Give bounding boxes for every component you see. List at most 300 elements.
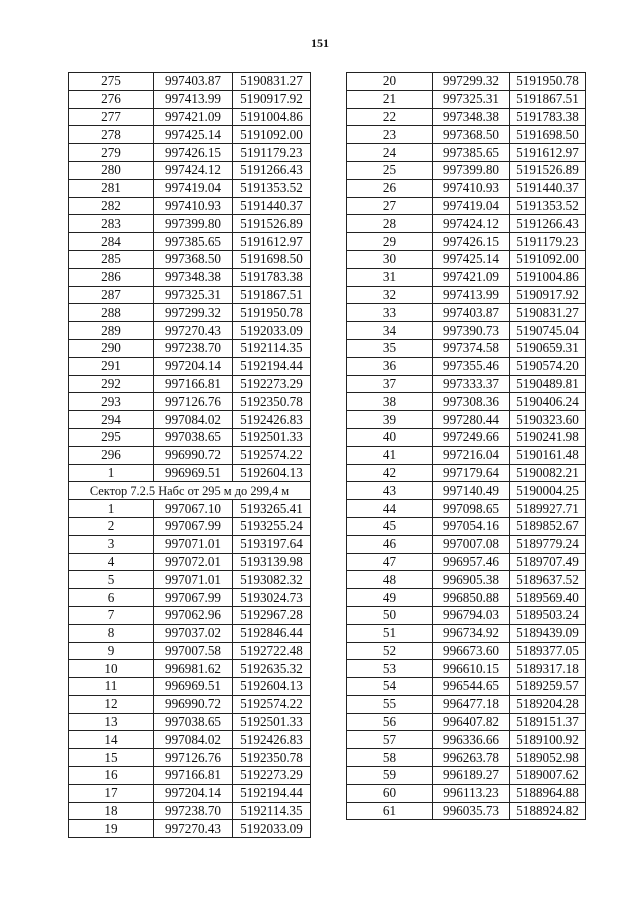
table-row — [347, 215, 586, 233]
x-coordinate-cell: 996981.62 — [154, 660, 233, 678]
x-coordinate-cell: 996336.66 — [433, 731, 510, 749]
table-row — [69, 642, 311, 660]
y-coordinate-cell: 5191179.23 — [510, 233, 586, 251]
x-coordinate-cell: 996610.15 — [433, 660, 510, 678]
point-number-cell: 43 — [347, 482, 433, 500]
y-coordinate-cell: 5192574.22 — [233, 695, 311, 713]
x-coordinate-cell: 997238.70 — [154, 802, 233, 820]
y-coordinate-cell: 5192574.22 — [233, 446, 311, 464]
table-row — [69, 500, 311, 518]
x-coordinate-cell: 996905.38 — [433, 571, 510, 589]
point-number-cell: 286 — [69, 268, 154, 286]
y-coordinate-cell: 5191783.38 — [233, 268, 311, 286]
table-row — [347, 233, 586, 251]
y-coordinate-cell: 5193197.64 — [233, 535, 311, 553]
table-row — [347, 108, 586, 126]
point-number-cell: 49 — [347, 589, 433, 607]
coordinates-table-right-body — [347, 73, 586, 820]
x-coordinate-cell: 997238.70 — [154, 339, 233, 357]
point-number-cell: 59 — [347, 767, 433, 785]
x-coordinate-cell: 997062.96 — [154, 606, 233, 624]
point-number-cell: 1 — [69, 464, 154, 482]
table-row — [347, 553, 586, 571]
table-row — [69, 144, 311, 162]
point-number-cell: 5 — [69, 571, 154, 589]
table-row — [69, 464, 311, 482]
point-number-cell: 53 — [347, 660, 433, 678]
y-coordinate-cell: 5191526.89 — [233, 215, 311, 233]
point-number-cell: 275 — [69, 73, 154, 91]
table-row — [69, 304, 311, 322]
table-row — [347, 660, 586, 678]
x-coordinate-cell: 996035.73 — [433, 802, 510, 820]
y-coordinate-cell: 5190323.60 — [510, 411, 586, 429]
point-number-cell: 1 — [69, 500, 154, 518]
point-number-cell: 60 — [347, 784, 433, 802]
point-number-cell: 55 — [347, 695, 433, 713]
table-row — [347, 802, 586, 820]
y-coordinate-cell: 5191867.51 — [233, 286, 311, 304]
point-number-cell: 9 — [69, 642, 154, 660]
y-coordinate-cell: 5191266.43 — [510, 215, 586, 233]
x-coordinate-cell: 997419.04 — [154, 179, 233, 197]
point-number-cell: 50 — [347, 606, 433, 624]
y-coordinate-cell: 5189852.67 — [510, 517, 586, 535]
y-coordinate-cell: 5191526.89 — [510, 161, 586, 179]
y-coordinate-cell: 5192501.33 — [233, 713, 311, 731]
point-number-cell: 25 — [347, 161, 433, 179]
coordinates-table-right — [346, 72, 586, 820]
y-coordinate-cell: 5191266.43 — [233, 161, 311, 179]
y-coordinate-cell: 5191092.00 — [233, 126, 311, 144]
y-coordinate-cell: 5188924.82 — [510, 802, 586, 820]
y-coordinate-cell: 5191440.37 — [510, 179, 586, 197]
y-coordinate-cell: 5190004.25 — [510, 482, 586, 500]
table-row — [69, 90, 311, 108]
y-coordinate-cell: 5189007.62 — [510, 767, 586, 785]
point-number-cell: 46 — [347, 535, 433, 553]
table-row — [69, 589, 311, 607]
point-number-cell: 278 — [69, 126, 154, 144]
y-coordinate-cell: 5190082.21 — [510, 464, 586, 482]
y-coordinate-cell: 5191092.00 — [510, 250, 586, 268]
x-coordinate-cell: 997067.10 — [154, 500, 233, 518]
x-coordinate-cell: 997426.15 — [433, 233, 510, 251]
table-row — [69, 322, 311, 340]
table-row — [347, 535, 586, 553]
table-row — [69, 250, 311, 268]
x-coordinate-cell: 996113.23 — [433, 784, 510, 802]
y-coordinate-cell: 5192501.33 — [233, 428, 311, 446]
point-number-cell: 20 — [347, 73, 433, 91]
x-coordinate-cell: 997399.80 — [433, 161, 510, 179]
x-coordinate-cell: 997038.65 — [154, 428, 233, 446]
table-row — [69, 767, 311, 785]
table-row — [69, 161, 311, 179]
table-row — [69, 784, 311, 802]
x-coordinate-cell: 997348.38 — [154, 268, 233, 286]
table-row — [69, 553, 311, 571]
point-number-cell: 277 — [69, 108, 154, 126]
table-row — [69, 606, 311, 624]
point-number-cell: 280 — [69, 161, 154, 179]
table-row — [69, 678, 311, 696]
x-coordinate-cell: 997425.14 — [154, 126, 233, 144]
y-coordinate-cell: 5192033.09 — [233, 820, 311, 838]
point-number-cell: 28 — [347, 215, 433, 233]
point-number-cell: 27 — [347, 197, 433, 215]
x-coordinate-cell: 997007.08 — [433, 535, 510, 553]
point-number-cell: 57 — [347, 731, 433, 749]
y-coordinate-cell: 5192273.29 — [233, 767, 311, 785]
x-coordinate-cell: 996990.72 — [154, 695, 233, 713]
point-number-cell: 16 — [69, 767, 154, 785]
x-coordinate-cell: 996794.03 — [433, 606, 510, 624]
table-row — [347, 713, 586, 731]
x-coordinate-cell: 997368.50 — [154, 250, 233, 268]
table-row — [69, 197, 311, 215]
table-row — [69, 535, 311, 553]
y-coordinate-cell: 5192635.32 — [233, 660, 311, 678]
x-coordinate-cell: 997325.31 — [433, 90, 510, 108]
table-row — [347, 749, 586, 767]
y-coordinate-cell: 5192194.44 — [233, 357, 311, 375]
x-coordinate-cell: 997084.02 — [154, 411, 233, 429]
table-row — [347, 446, 586, 464]
x-coordinate-cell: 997084.02 — [154, 731, 233, 749]
y-coordinate-cell: 5189052.98 — [510, 749, 586, 767]
table-row — [347, 339, 586, 357]
y-coordinate-cell: 5190161.48 — [510, 446, 586, 464]
y-coordinate-cell: 5189439.09 — [510, 624, 586, 642]
x-coordinate-cell: 997037.02 — [154, 624, 233, 642]
y-coordinate-cell: 5190917.92 — [510, 286, 586, 304]
y-coordinate-cell: 5193082.32 — [233, 571, 311, 589]
point-number-cell: 40 — [347, 428, 433, 446]
y-coordinate-cell: 5189151.37 — [510, 713, 586, 731]
point-number-cell: 294 — [69, 411, 154, 429]
x-coordinate-cell: 997413.99 — [433, 286, 510, 304]
x-coordinate-cell: 997071.01 — [154, 571, 233, 589]
point-number-cell: 287 — [69, 286, 154, 304]
x-coordinate-cell: 997270.43 — [154, 820, 233, 838]
point-number-cell: 295 — [69, 428, 154, 446]
table-row — [347, 411, 586, 429]
y-coordinate-cell: 5192350.78 — [233, 749, 311, 767]
point-number-cell: 31 — [347, 268, 433, 286]
table-row — [347, 304, 586, 322]
table-row — [69, 820, 311, 838]
table-row — [347, 144, 586, 162]
table-row — [69, 624, 311, 642]
point-number-cell: 2 — [69, 517, 154, 535]
y-coordinate-cell: 5191950.78 — [233, 304, 311, 322]
table-row — [347, 624, 586, 642]
y-coordinate-cell: 5192426.83 — [233, 731, 311, 749]
point-number-cell: 23 — [347, 126, 433, 144]
x-coordinate-cell: 996734.92 — [433, 624, 510, 642]
y-coordinate-cell: 5191353.52 — [510, 197, 586, 215]
coordinates-table-left-body — [69, 73, 311, 838]
point-number-cell: 281 — [69, 179, 154, 197]
table-row — [347, 126, 586, 144]
x-coordinate-cell: 997007.58 — [154, 642, 233, 660]
x-coordinate-cell: 997126.76 — [154, 393, 233, 411]
y-coordinate-cell: 5192604.13 — [233, 678, 311, 696]
y-coordinate-cell: 5190745.04 — [510, 322, 586, 340]
x-coordinate-cell: 997038.65 — [154, 713, 233, 731]
point-number-cell: 293 — [69, 393, 154, 411]
table-row — [347, 571, 586, 589]
table-row — [347, 517, 586, 535]
x-coordinate-cell: 997390.73 — [433, 322, 510, 340]
point-number-cell: 34 — [347, 322, 433, 340]
x-coordinate-cell: 997179.64 — [433, 464, 510, 482]
table-row — [347, 197, 586, 215]
y-coordinate-cell: 5189779.24 — [510, 535, 586, 553]
y-coordinate-cell: 5192604.13 — [233, 464, 311, 482]
point-number-cell: 12 — [69, 695, 154, 713]
table-row — [69, 179, 311, 197]
x-coordinate-cell: 997126.76 — [154, 749, 233, 767]
point-number-cell: 279 — [69, 144, 154, 162]
x-coordinate-cell: 996189.27 — [433, 767, 510, 785]
table-row — [69, 233, 311, 251]
y-coordinate-cell: 5189204.28 — [510, 695, 586, 713]
y-coordinate-cell: 5189317.18 — [510, 660, 586, 678]
point-number-cell: 291 — [69, 357, 154, 375]
y-coordinate-cell: 5191612.97 — [510, 144, 586, 162]
y-coordinate-cell: 5192114.35 — [233, 339, 311, 357]
table-row — [347, 642, 586, 660]
x-coordinate-cell: 997270.43 — [154, 322, 233, 340]
x-coordinate-cell: 997098.65 — [433, 500, 510, 518]
table-row — [347, 250, 586, 268]
y-coordinate-cell: 5189927.71 — [510, 500, 586, 518]
table-row — [69, 268, 311, 286]
point-number-cell: 18 — [69, 802, 154, 820]
y-coordinate-cell: 5189259.57 — [510, 678, 586, 696]
x-coordinate-cell: 997374.58 — [433, 339, 510, 357]
point-number-cell: 296 — [69, 446, 154, 464]
y-coordinate-cell: 5190241.98 — [510, 428, 586, 446]
table-row — [69, 411, 311, 429]
table-row — [69, 126, 311, 144]
point-number-cell: 26 — [347, 179, 433, 197]
x-coordinate-cell: 997424.12 — [154, 161, 233, 179]
point-number-cell: 289 — [69, 322, 154, 340]
y-coordinate-cell: 5192273.29 — [233, 375, 311, 393]
y-coordinate-cell: 5190574.20 — [510, 357, 586, 375]
table-row — [347, 678, 586, 696]
point-number-cell: 288 — [69, 304, 154, 322]
point-number-cell: 8 — [69, 624, 154, 642]
point-number-cell: 30 — [347, 250, 433, 268]
y-coordinate-cell: 5190659.31 — [510, 339, 586, 357]
point-number-cell: 39 — [347, 411, 433, 429]
x-coordinate-cell: 997166.81 — [154, 767, 233, 785]
x-coordinate-cell: 997067.99 — [154, 517, 233, 535]
point-number-cell: 285 — [69, 250, 154, 268]
y-coordinate-cell: 5191004.86 — [510, 268, 586, 286]
page-number: 151 — [311, 36, 329, 50]
x-coordinate-cell: 997410.93 — [433, 179, 510, 197]
y-coordinate-cell: 5192194.44 — [233, 784, 311, 802]
y-coordinate-cell: 5191612.97 — [233, 233, 311, 251]
y-coordinate-cell: 5193024.73 — [233, 589, 311, 607]
point-number-cell: 54 — [347, 678, 433, 696]
x-coordinate-cell: 996990.72 — [154, 446, 233, 464]
x-coordinate-cell: 997204.14 — [154, 357, 233, 375]
x-coordinate-cell: 997054.16 — [433, 517, 510, 535]
table-row — [69, 108, 311, 126]
point-number-cell: 38 — [347, 393, 433, 411]
point-number-cell: 37 — [347, 375, 433, 393]
point-number-cell: 36 — [347, 357, 433, 375]
table-row — [69, 73, 311, 91]
point-number-cell: 276 — [69, 90, 154, 108]
point-number-cell: 11 — [69, 678, 154, 696]
point-number-cell: 3 — [69, 535, 154, 553]
table-row — [69, 446, 311, 464]
table-row — [347, 268, 586, 286]
table-row — [347, 322, 586, 340]
table-row — [347, 784, 586, 802]
table-row — [347, 375, 586, 393]
x-coordinate-cell: 997385.65 — [433, 144, 510, 162]
table-row — [69, 428, 311, 446]
y-coordinate-cell: 5192722.48 — [233, 642, 311, 660]
table-row — [347, 500, 586, 518]
table-row — [347, 482, 586, 500]
point-number-cell: 42 — [347, 464, 433, 482]
table-row — [69, 339, 311, 357]
y-coordinate-cell: 5191353.52 — [233, 179, 311, 197]
y-coordinate-cell: 5193255.24 — [233, 517, 311, 535]
table-row — [69, 731, 311, 749]
x-coordinate-cell: 997166.81 — [154, 375, 233, 393]
x-coordinate-cell: 997348.38 — [433, 108, 510, 126]
y-coordinate-cell: 5192846.44 — [233, 624, 311, 642]
x-coordinate-cell: 997413.99 — [154, 90, 233, 108]
point-number-cell: 6 — [69, 589, 154, 607]
x-coordinate-cell: 997299.32 — [433, 73, 510, 91]
x-coordinate-cell: 997426.15 — [154, 144, 233, 162]
table-row — [347, 589, 586, 607]
point-number-cell: 48 — [347, 571, 433, 589]
point-number-cell: 290 — [69, 339, 154, 357]
coordinates-table-left — [68, 72, 311, 838]
y-coordinate-cell: 5191783.38 — [510, 108, 586, 126]
y-coordinate-cell: 5193139.98 — [233, 553, 311, 571]
y-coordinate-cell: 5189377.05 — [510, 642, 586, 660]
table-row — [347, 90, 586, 108]
x-coordinate-cell: 996477.18 — [433, 695, 510, 713]
x-coordinate-cell: 997249.66 — [433, 428, 510, 446]
table-row — [347, 464, 586, 482]
x-coordinate-cell: 996673.60 — [433, 642, 510, 660]
point-number-cell: 13 — [69, 713, 154, 731]
table-row — [69, 802, 311, 820]
x-coordinate-cell: 997325.31 — [154, 286, 233, 304]
y-coordinate-cell: 5191698.50 — [510, 126, 586, 144]
point-number-cell: 33 — [347, 304, 433, 322]
x-coordinate-cell: 996263.78 — [433, 749, 510, 767]
point-number-cell: 24 — [347, 144, 433, 162]
point-number-cell: 17 — [69, 784, 154, 802]
x-coordinate-cell: 996969.51 — [154, 678, 233, 696]
y-coordinate-cell: 5190406.24 — [510, 393, 586, 411]
x-coordinate-cell: 997333.37 — [433, 375, 510, 393]
table-row — [347, 179, 586, 197]
point-number-cell: 282 — [69, 197, 154, 215]
y-coordinate-cell: 5190831.27 — [510, 304, 586, 322]
point-number-cell: 61 — [347, 802, 433, 820]
y-coordinate-cell: 5189637.52 — [510, 571, 586, 589]
table-row — [69, 660, 311, 678]
point-number-cell: 4 — [69, 553, 154, 571]
x-coordinate-cell: 997424.12 — [433, 215, 510, 233]
point-number-cell: 35 — [347, 339, 433, 357]
x-coordinate-cell: 997140.49 — [433, 482, 510, 500]
x-coordinate-cell: 997280.44 — [433, 411, 510, 429]
x-coordinate-cell: 997299.32 — [154, 304, 233, 322]
x-coordinate-cell: 997355.46 — [433, 357, 510, 375]
x-coordinate-cell: 997071.01 — [154, 535, 233, 553]
table-row — [69, 713, 311, 731]
x-coordinate-cell: 997216.04 — [433, 446, 510, 464]
point-number-cell: 22 — [347, 108, 433, 126]
point-number-cell: 284 — [69, 233, 154, 251]
table-row — [69, 286, 311, 304]
x-coordinate-cell: 997072.01 — [154, 553, 233, 571]
y-coordinate-cell: 5189569.40 — [510, 589, 586, 607]
table-row — [347, 393, 586, 411]
y-coordinate-cell: 5189707.49 — [510, 553, 586, 571]
point-number-cell: 41 — [347, 446, 433, 464]
y-coordinate-cell: 5189100.92 — [510, 731, 586, 749]
section-header-row — [69, 482, 311, 500]
point-number-cell: 10 — [69, 660, 154, 678]
table-row — [347, 286, 586, 304]
table-row — [347, 767, 586, 785]
table-row — [69, 375, 311, 393]
point-number-cell: 21 — [347, 90, 433, 108]
table-row — [69, 215, 311, 233]
point-number-cell: 7 — [69, 606, 154, 624]
y-coordinate-cell: 5190831.27 — [233, 73, 311, 91]
x-coordinate-cell: 997425.14 — [433, 250, 510, 268]
point-number-cell: 44 — [347, 500, 433, 518]
y-coordinate-cell: 5192114.35 — [233, 802, 311, 820]
point-number-cell: 29 — [347, 233, 433, 251]
x-coordinate-cell: 997399.80 — [154, 215, 233, 233]
x-coordinate-cell: 997403.87 — [154, 73, 233, 91]
x-coordinate-cell: 997410.93 — [154, 197, 233, 215]
x-coordinate-cell: 997421.09 — [154, 108, 233, 126]
table-row — [347, 73, 586, 91]
x-coordinate-cell: 997067.99 — [154, 589, 233, 607]
x-coordinate-cell: 997421.09 — [433, 268, 510, 286]
y-coordinate-cell: 5193265.41 — [233, 500, 311, 518]
table-row — [347, 695, 586, 713]
y-coordinate-cell: 5191867.51 — [510, 90, 586, 108]
x-coordinate-cell: 996969.51 — [154, 464, 233, 482]
point-number-cell: 19 — [69, 820, 154, 838]
point-number-cell: 32 — [347, 286, 433, 304]
y-coordinate-cell: 5190489.81 — [510, 375, 586, 393]
point-number-cell: 292 — [69, 375, 154, 393]
